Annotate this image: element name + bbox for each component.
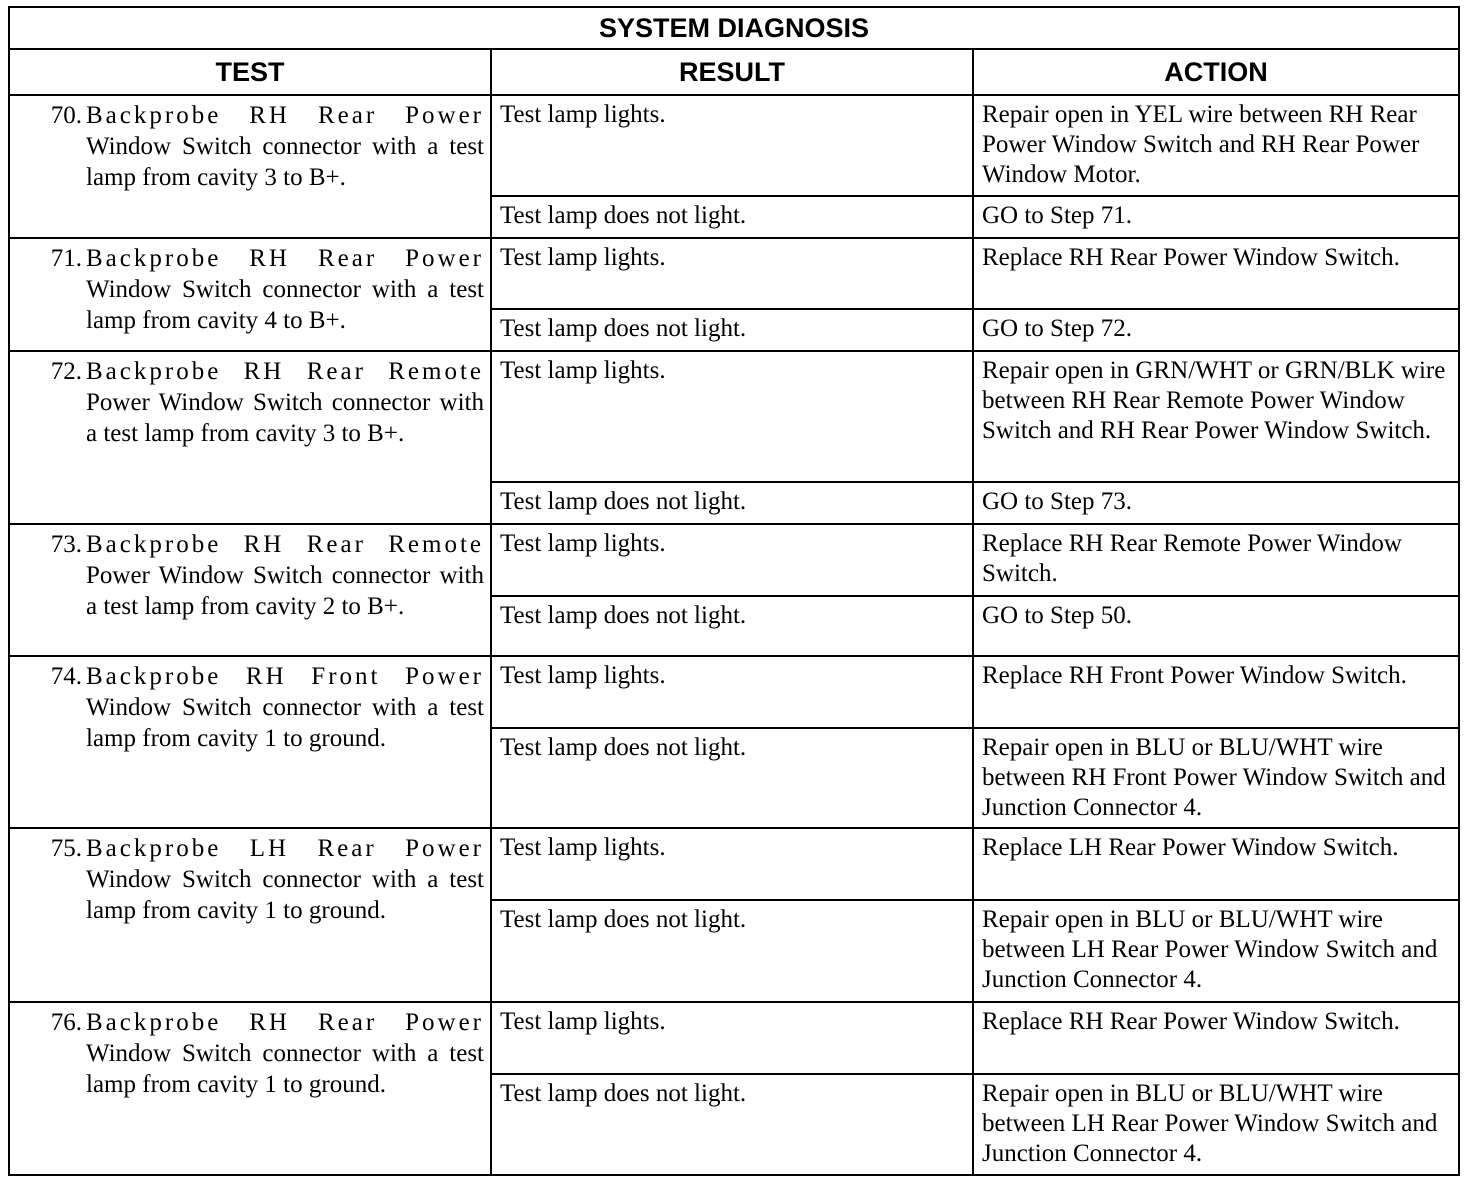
table-row (9, 351, 1459, 482)
test-text-first: Backprobe RH Rear Power (86, 1009, 484, 1036)
step-number: 70. (50, 102, 82, 129)
test-cell (9, 95, 491, 238)
action-cell: Repair open in BLU or BLU/WHT wire between LH Rear Power Window Switch and Junction Connector 4. (973, 1074, 1459, 1175)
table-row (9, 828, 1459, 900)
action-cell: Repair open in YEL wire between RH Rear Power Window Switch and RH Rear Power Window Motor. (973, 95, 1459, 196)
test-cell (9, 656, 491, 828)
result-cell: Test lamp does not light. (491, 482, 973, 524)
action-cell: Replace RH Rear Power Window Switch. (973, 238, 1459, 309)
column-header-test: TEST (9, 49, 491, 95)
action-cell: Replace RH Rear Remote Power Window Switch. (973, 524, 1459, 596)
table-row (9, 524, 1459, 596)
result-cell: Test lamp does not light. (491, 196, 973, 238)
test-cell (9, 828, 491, 1002)
result-cell: Test lamp does not light. (491, 1074, 973, 1175)
action-cell: GO to Step 71. (973, 196, 1459, 238)
table-title: SYSTEM DIAGNOSIS (9, 7, 1459, 49)
result-cell: Test lamp does not light. (491, 900, 973, 1002)
column-header-action: ACTION (973, 49, 1459, 95)
test-text-rest: Power Window Switch connector with a test lamp from cavity 3 to B+. (86, 389, 484, 447)
action-cell: Repair open in GRN/WHT or GRN/BLK wire between RH Rear Remote Power Window Switch and RH Rear Power Window Switch. (973, 351, 1459, 482)
step-number: 71. (50, 245, 82, 272)
table-row (9, 95, 1459, 196)
test-text-rest: Window Switch connector with a test lamp from cavity 1 to ground. (86, 866, 484, 924)
result-cell: Test lamp lights. (491, 656, 973, 728)
action-cell: Replace RH Rear Power Window Switch. (973, 1002, 1459, 1074)
result-cell: Test lamp lights. (491, 238, 973, 309)
action-cell: Replace RH Front Power Window Switch. (973, 656, 1459, 728)
action-cell: Replace LH Rear Power Window Switch. (973, 828, 1459, 900)
test-cell (9, 238, 491, 351)
system-diagnosis-table (8, 6, 1460, 1176)
table-row (9, 656, 1459, 728)
result-cell: Test lamp lights. (491, 351, 973, 482)
action-cell: GO to Step 50. (973, 596, 1459, 656)
action-cell: GO to Step 73. (973, 482, 1459, 524)
result-cell: Test lamp lights. (491, 95, 973, 196)
result-cell: Test lamp lights. (491, 828, 973, 900)
test-text-first: Backprobe RH Rear Power (86, 102, 484, 129)
table-row (9, 238, 1459, 309)
test-cell (9, 351, 491, 524)
result-cell: Test lamp lights. (491, 1002, 973, 1074)
test-text-rest: Window Switch connector with a test lamp from cavity 1 to ground. (86, 694, 484, 752)
action-cell: Repair open in BLU or BLU/WHT wire between RH Front Power Window Switch and Junction Connector 4. (973, 728, 1459, 828)
test-cell (9, 524, 491, 656)
step-number: 73. (50, 531, 82, 558)
result-cell: Test lamp lights. (491, 524, 973, 596)
action-cell: GO to Step 72. (973, 309, 1459, 351)
test-text-first: Backprobe RH Rear Remote (86, 531, 484, 558)
test-cell (9, 1002, 491, 1175)
result-cell: Test lamp does not light. (491, 728, 973, 828)
step-number: 74. (50, 663, 82, 690)
test-text-rest: Window Switch connector with a test lamp from cavity 4 to B+. (86, 276, 484, 334)
test-text-rest: Window Switch connector with a test lamp from cavity 1 to ground. (86, 1040, 484, 1098)
step-number: 76. (50, 1009, 82, 1036)
step-number: 75. (50, 835, 82, 862)
test-text-first: Backprobe RH Rear Remote (86, 358, 484, 385)
result-cell: Test lamp does not light. (491, 309, 973, 351)
column-header-result: RESULT (491, 49, 973, 95)
step-number: 72. (50, 358, 82, 385)
action-cell: Repair open in BLU or BLU/WHT wire between LH Rear Power Window Switch and Junction Connector 4. (973, 900, 1459, 1002)
test-text-rest: Power Window Switch connector with a test lamp from cavity 2 to B+. (86, 562, 484, 620)
test-text-first: Backprobe LH Rear Power (86, 835, 484, 862)
test-text-first: Backprobe RH Rear Power (86, 245, 484, 272)
test-text-first: Backprobe RH Front Power (86, 663, 484, 690)
table-row (9, 1002, 1459, 1074)
result-cell: Test lamp does not light. (491, 596, 973, 656)
test-text-rest: Window Switch connector with a test lamp from cavity 3 to B+. (86, 133, 484, 191)
